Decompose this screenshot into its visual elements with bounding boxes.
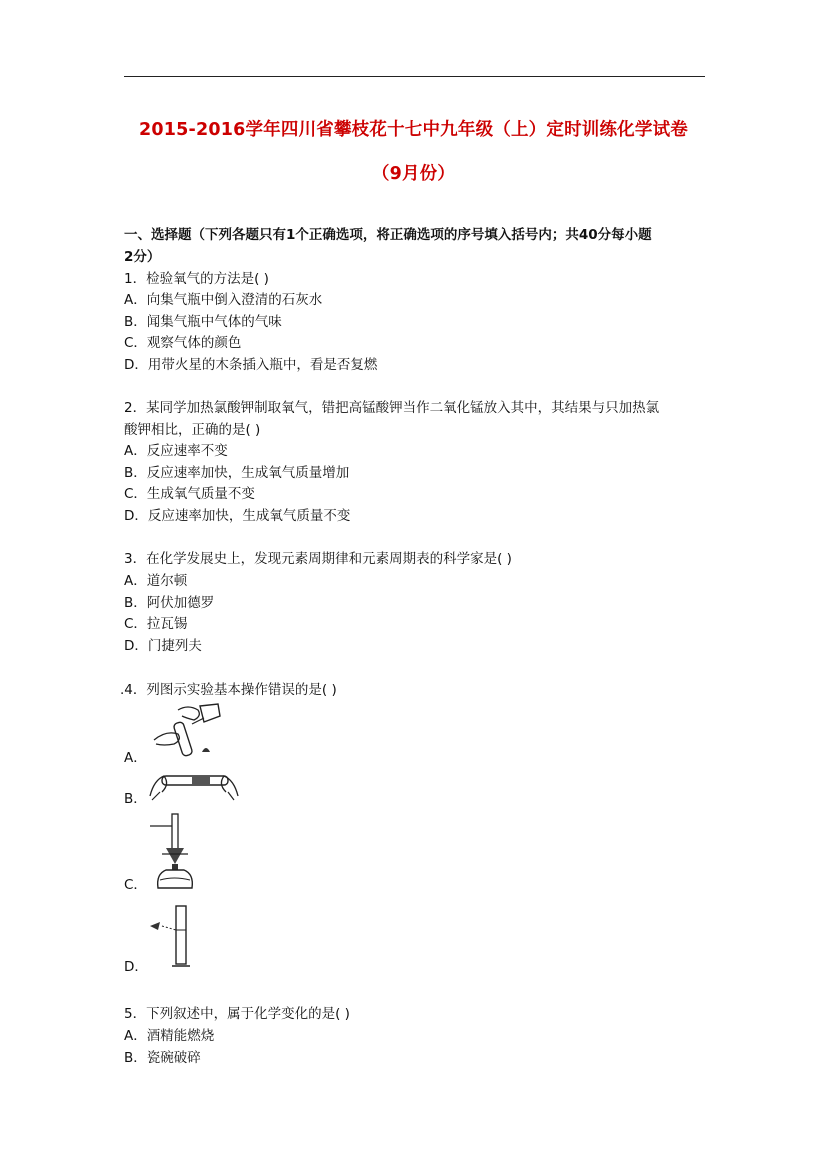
- question-1-stem: 1．检验氧气的方法是( ): [124, 271, 269, 287]
- figure-d-graduated-cylinder: [148, 902, 194, 972]
- question-4-option-b: B．: [124, 791, 147, 807]
- question-3-option-b: B．阿伏加德罗: [124, 595, 215, 611]
- question-4-stem: .4．列图示实验基本操作错误的是( ): [120, 682, 337, 698]
- question-2-stem: 2．某同学加热氯酸钾制取氧气，错把高锰酸钾当作二氧化锰放入其中，其结果与只加热氯: [124, 400, 660, 416]
- figure-a-pouring-liquid: [148, 700, 228, 762]
- document-title: 2015-2016学年四川省攀枝花十七中九年级（上）定时训练化学试卷: [139, 120, 688, 140]
- question-1-option-b: B．闻集气瓶中气体的气味: [124, 314, 282, 330]
- header-rule: [124, 76, 705, 77]
- question-2-option-d: D．反应速率加快，生成氧气质量不变: [124, 508, 351, 524]
- question-2-stem-cont: 酸钾相比，正确的是( ): [124, 422, 261, 438]
- section-heading: 一、选择题（下列各题只有1个正确选项，将正确选项的序号填入括号内；共40分每小题: [124, 227, 652, 243]
- figure-b-test-tube: [148, 766, 240, 804]
- figure-c-alcohol-lamp: [148, 812, 208, 892]
- question-4-option-a: A．: [124, 750, 147, 766]
- question-5-stem: 5．下列叙述中，属于化学变化的是( ): [124, 1006, 350, 1022]
- question-3-option-d: D．门捷列夫: [124, 638, 202, 654]
- question-2-option-c: C．生成氧气质量不变: [124, 486, 255, 502]
- question-5-option-a: A．酒精能燃烧: [124, 1028, 215, 1044]
- question-3-option-c: C．拉瓦锡: [124, 616, 188, 632]
- question-1-option-c: C．观察气体的颜色: [124, 335, 242, 351]
- question-5-option-b: B．瓷碗破碎: [124, 1050, 201, 1066]
- section-heading-cont: 2分）: [124, 249, 161, 265]
- question-2-option-b: B．反应速率加快，生成氧气质量增加: [124, 465, 350, 481]
- question-3-option-a: A．道尔顿: [124, 573, 188, 589]
- question-3-stem: 3．在化学发展史上，发现元素周期律和元素周期表的科学家是( ): [124, 551, 512, 567]
- question-2-option-a: A．反应速率不变: [124, 443, 228, 459]
- question-1-option-d: D．用带火星的木条插入瓶中，看是否复燃: [124, 357, 378, 373]
- question-1-option-a: A．向集气瓶中倒入澄清的石灰水: [124, 292, 323, 308]
- question-4-option-d: D．: [124, 959, 148, 975]
- question-4-option-c: C．: [124, 877, 147, 893]
- document-subtitle: （9月份）: [371, 164, 456, 184]
